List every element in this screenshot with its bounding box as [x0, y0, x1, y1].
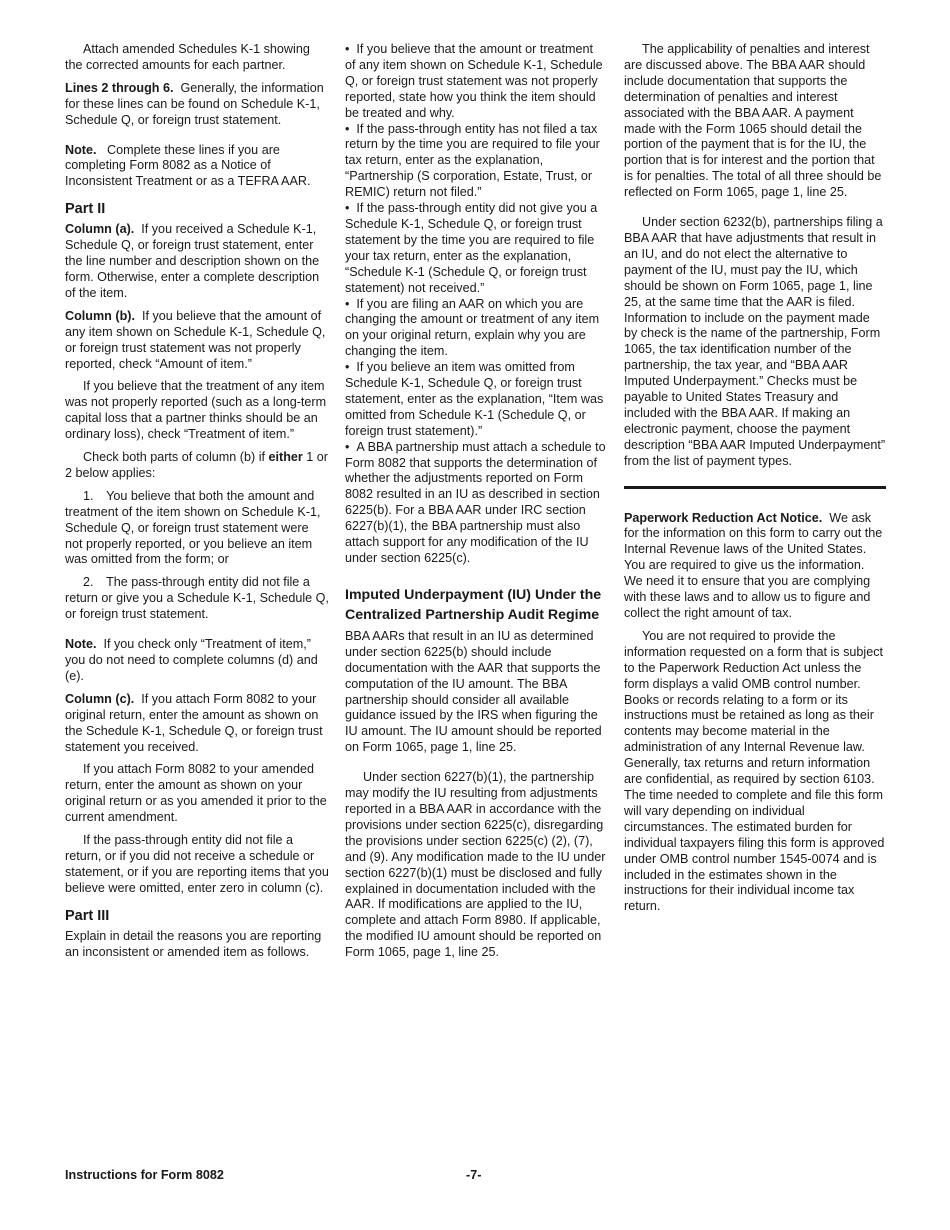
bullet-item: • If you are filing an AAR on which you are changing the amount or treatment of any item on your original return, explain why you are changing the item. — [345, 297, 607, 361]
list-item-2: 2. The pass-through entity did not file a return or give you a Schedule K-1, Schedule Q, or foreign trust statement. — [65, 575, 329, 622]
footer-form-title: Instructions for Form 8082 — [65, 1168, 224, 1182]
part-ii-heading: Part II — [65, 201, 106, 218]
paragraph-section-6232b: Under section 6232(b), partnerships filing a BBA AAR that have adjustments that result in an IU, and do not elect the alternative to payment of the IU, must pay the IU, which should be shown on Form 1065, page 1, line 25, at the same time that the AAR is filed. Information to include on the payment made by check is the name of the partnership, Form 1065, the tax identification number of the partnership, the tax year, and “BBA AAR Imputed Underpayment.” Checks must be payable to United States Treasury and included with the BBA AAR. If making an electronic payment, choose the payment description “BBA AAR Imputed Underpayment” from the list of payment types. — [624, 215, 886, 468]
paragraph-iu-1: BBA AARs that result in an IU as determined under section 6225(b) should include documentation with the AAR that supports the computation of the IU amount. The BBA partnership should consider all available guidance issued by the IRS when figuring the IU amount. The IU amount should be reported on Form 1065, page 1, line 25. — [345, 628, 602, 755]
paragraph-note-1 — [65, 143, 329, 191]
paragraph-check-both — [65, 450, 329, 482]
section-divider — [624, 486, 886, 489]
paragraph-part-iii: Explain in detail the reasons you are reporting an inconsistent or amended item as follows. — [65, 928, 322, 959]
note-2-label: Note. — [65, 637, 97, 652]
check-both-text: Check both parts of column (b) if — [83, 450, 265, 465]
lines-2-6-heading: Lines 2 through 6. — [65, 80, 174, 95]
note-1-label: Note. — [65, 142, 97, 157]
page-number: -7- — [466, 1168, 482, 1182]
note-2-text: If you check only “Treatment of item,” you do not need to complete columns (d) and (e). — [65, 637, 318, 683]
note-1-text: Complete these lines if you are completing Form 8082 as a Notice of Inconsistent Treatment or as a TEFRA AAR. — [65, 142, 311, 189]
bullet-item: • If you believe an item was omitted from Schedule K-1, Schedule Q, or foreign trust statement, enter as the explanation, “Item was omitted from Schedule K-1 (Schedule Q, or foreign trust statement).” — [345, 360, 607, 440]
column-c-label: Column (c). — [65, 691, 135, 706]
paragraph-omb: You are not required to provide the information requested on a form that is subject to the Paperwork Reduction Act unless the form displays a valid OMB control number. Books or records relating to a form or its instructions must be retained as long as their contents may become material in the administration of any Internal Revenue law. Generally, tax returns and return information are confidential, as required by section 6103. The time needed to complete and file this form will vary depending on individual circumstances. The estimated burden for individual taxpayers filing this form is approved under OMB control number 1545-0074 and is included in the estimates shown in the instructions for their individual income tax return. — [624, 628, 885, 914]
paragraph-column-b-treatment: If you believe that the treatment of any item was not properly reported (such as a long-term capital loss that a partner thinks should be an ordinary loss), check “Treatment of item.” — [65, 379, 327, 442]
paperwork-notice-text: We ask for the information on this form to carry out the Internal Revenue laws of the United States. You are required to give us the information. We need it to ensure that you are complying with these laws and to allow us to figure and collect the right amount of tax. — [624, 510, 883, 620]
column-b-text: If you believe that the amount of any item shown on Schedule K-1, Schedule Q, or foreign trust statement was not properly reported, check “Amount of item.” — [65, 308, 326, 371]
paragraph-iu-2: Under section 6227(b)(1), the partnership may modify the IU resulting from adjustments reported in a BBA AAR in accordance with the provisions under section 6225(c), disregarding the provisions under section 6225(c) (2), (7), and (9). Any modification made to the IU under section 6227(b)(1) must be disclosed and fully explained in documentation included with the AAR. If modifications are applied to the IU, complete and attach Form 8980. If applicable, the modified IU amount should be reported on Form 1065, page 1, line 25. — [345, 770, 606, 960]
paperwork-notice-heading: Paperwork Reduction Act Notice. — [624, 510, 823, 525]
column-middle — [345, 42, 607, 968]
column-c-text: If you attach Form 8082 to your original return, enter the amount as shown on the Schedule K-1, Schedule Q, or foreign trust statement you received. — [65, 691, 323, 754]
paragraph-column-a — [65, 222, 329, 302]
paragraph-column-c-amended: If you attach Form 8082 to your amended return, enter the amount as shown on your original return or as you amended it prior to the current amendment. — [65, 762, 327, 825]
bullet-item: • If the pass-through entity did not give you a Schedule K-1, Schedule Q, or foreign trust statement by the time you are required to file your tax return, enter as the explanation, “Schedule K-1 (Schedule Q, or foreign trust statement) not received.” — [345, 201, 607, 296]
bullet-item: • A BBA partnership must attach a schedule to Form 8082 that supports the determination of whether the adjustments reported on Form 8082 resulted in an IU as described in section 6225(b). For a BBA AAR under IRC section 6227(b)(1), the BBA partnership must also attach support for any modification of the IU under section 6225(c). — [345, 440, 607, 567]
paragraph-column-c-zero: If the pass-through entity did not file a return, or if you did not receive a schedule or statement, or if you are reporting items that you believe were omitted, enter zero in column (c). — [65, 833, 329, 895]
either-emphasis: either — [268, 450, 303, 465]
paragraph-paperwork-notice — [624, 511, 886, 622]
paragraph-column-b — [65, 309, 329, 373]
bullet-item: • If the pass-through entity has not filed a tax return by the time you are required to file your tax return, enter as the explanation, “Partnership (S corporation, Estate, Trust, or REMIC) return not filed.” — [345, 122, 607, 202]
column-a-label: Column (a). — [65, 222, 135, 237]
paragraph-lines-2-6 — [65, 81, 329, 129]
paragraph-note-2 — [65, 637, 329, 685]
column-right — [624, 42, 886, 922]
part-iii-heading: Part III — [65, 907, 110, 924]
paragraph-attach-amended: Attach amended Schedules K-1 showing the corrected amounts for each partner. — [65, 42, 310, 72]
column-a-text: If you received a Schedule K-1, Schedule Q, or foreign trust statement, enter the line number and description shown on the form. Otherwise, enter a complete description of the item. — [65, 222, 320, 300]
list-item-1: 1. You believe that both the amount and treatment of the item shown on Schedule K-1, Schedule Q, or foreign trust statement were not properly reported, or you believe an item was omitted from the form; or — [65, 488, 321, 567]
iu-section-heading: Imputed Underpayment (IU) Under the Centralized Partnership Audit Regime — [345, 586, 602, 623]
check-both-tail: 1 or 2 below applies: — [65, 450, 328, 480]
bullet-item: • If you believe that the amount or treatment of any item shown on Schedule K-1, Schedule Q, or foreign trust statement was not properly reported, state how you think the item should be treated and why. — [345, 42, 607, 122]
paragraph-penalties: The applicability of penalties and interest are discussed above. The BBA AAR should include documentation that supports the determination of penalties and interest associated with the BBA AAR. A payment made with the Form 1065 should detail the portion of the payment that is for the IU, the portion that is for interest and the portion that is for penalties. The total of all three should be reflected on Form 1065, page 1, line 25. — [624, 42, 882, 200]
column-b-label: Column (b). — [65, 308, 135, 323]
paragraph-column-c — [65, 692, 329, 756]
column-left — [65, 42, 329, 968]
lines-2-6-text: Generally, the information for these lines can be found on Schedule K-1, Schedule Q, or foreign trust statement. — [65, 80, 324, 127]
